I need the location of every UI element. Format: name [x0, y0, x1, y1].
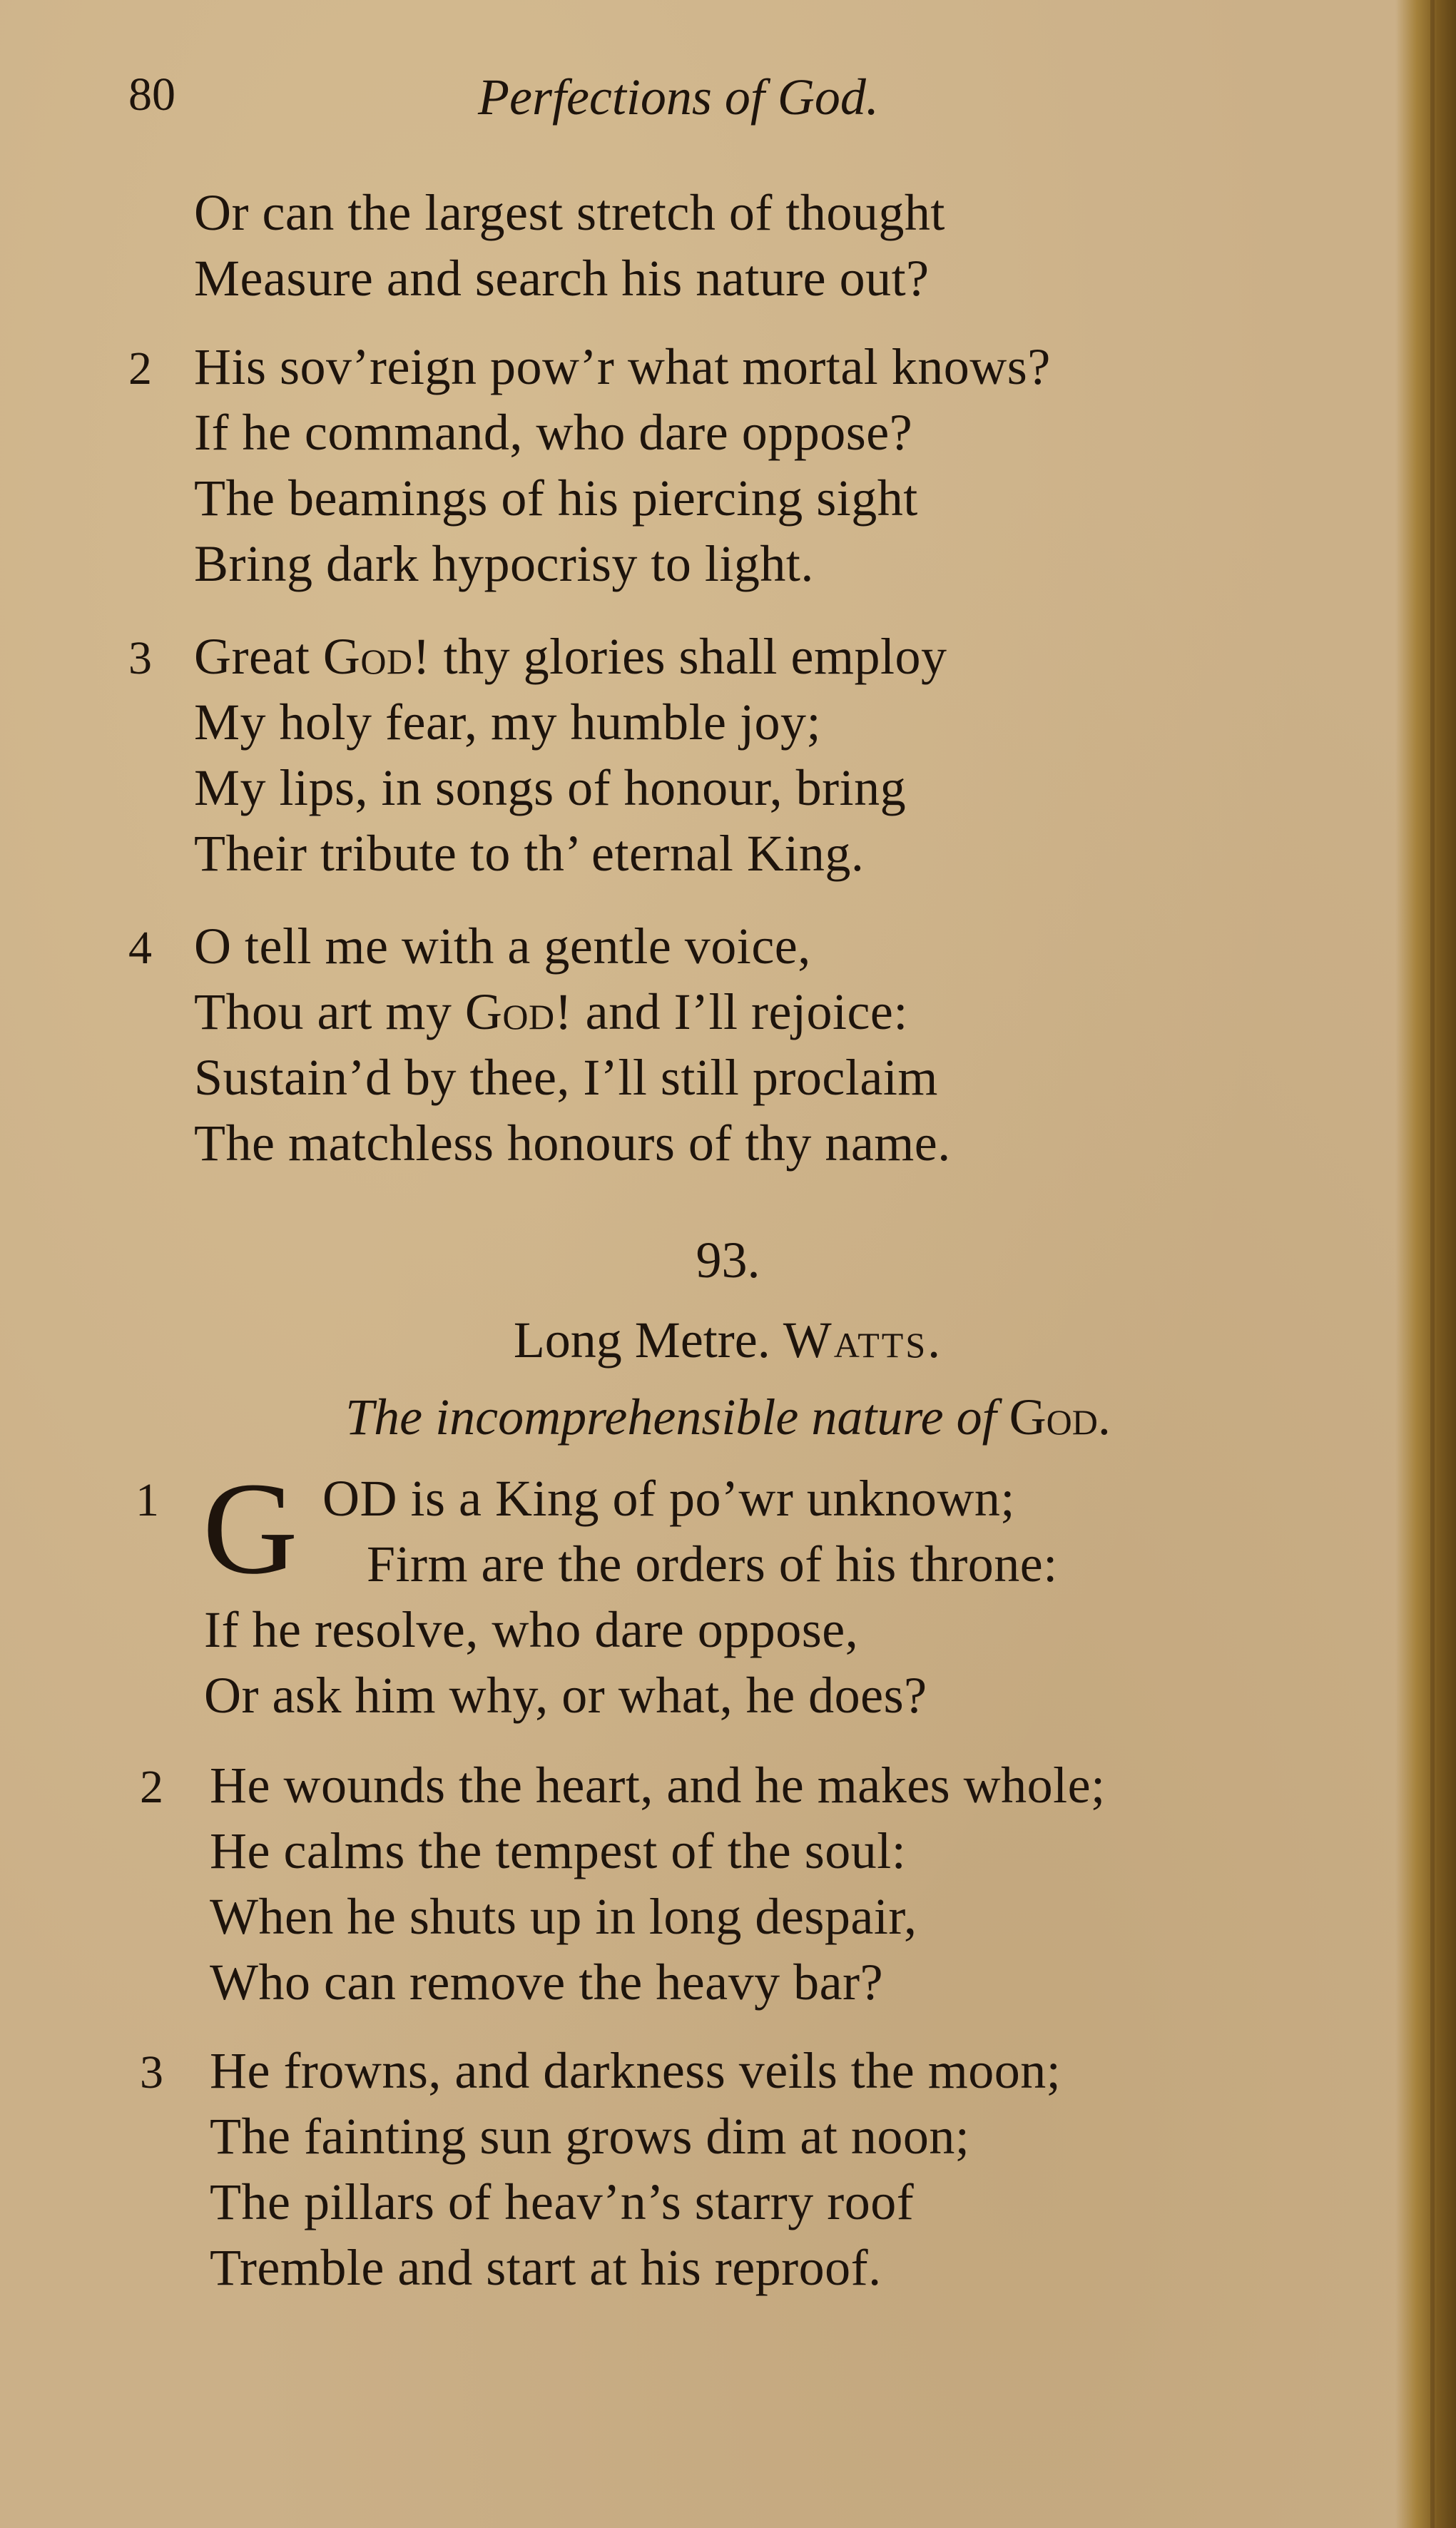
verse-number: 2: [128, 342, 152, 395]
verse-line: If he command, who dare oppose?: [194, 404, 913, 461]
drop-cap: G: [203, 1456, 298, 1602]
verse-line: He wounds the heart, and he makes whole;: [210, 1757, 1106, 1814]
verse-line: Firm are the orders of his throne:: [367, 1535, 1058, 1593]
verse-number: 3: [128, 632, 152, 684]
verse-line: My lips, in songs of honour, bring: [194, 759, 907, 816]
verse-line: O tell me with a gentle voice,: [194, 918, 811, 975]
verse-line: Tremble and start at his reproof.: [210, 2239, 882, 2296]
verse-number: 4: [128, 922, 152, 974]
verse-line: He calms the tempest of the soul:: [210, 1822, 907, 1879]
verse-line: Or ask him why, or what, he does?: [204, 1667, 927, 1724]
verse-number: 2: [140, 1761, 163, 1813]
text-run: Thou art my: [194, 983, 465, 1040]
verse-line: His sov’reign pow’r what mortal knows?: [194, 338, 1051, 395]
verse-line: When he shuts up in long despair,: [210, 1888, 917, 1945]
page-number: 80: [128, 68, 175, 121]
verse-line: [194, 983, 908, 1040]
divine-name: God: [464, 983, 555, 1040]
verse-number: 3: [140, 2046, 163, 2098]
hymn-metre: [0, 1311, 1456, 1369]
verse-line: He frowns, and darkness veils the moon;: [210, 2042, 1062, 2099]
verse-line: If he resolve, who dare oppose,: [204, 1601, 859, 1658]
divine-name: God: [322, 628, 413, 685]
hymn-subject: [0, 1389, 1456, 1446]
subject-text: The incomprehensible nature of: [345, 1389, 1009, 1446]
verse-line: [194, 628, 947, 685]
hymn-author: Watts.: [783, 1311, 943, 1369]
text-run: ! thy glories shall employ: [412, 628, 947, 685]
divine-name: God.: [1009, 1389, 1111, 1446]
verse-line: The beamings of his piercing sight: [194, 469, 918, 527]
verse-number: 1: [136, 1474, 159, 1526]
verse-line: Who can remove the heavy bar?: [210, 1954, 884, 2011]
verse-line: OD is a King of po’wr unknown;: [322, 1470, 1015, 1527]
verse-line: The pillars of heav’n’s starry roof: [210, 2173, 915, 2230]
verse-line: The matchless honours of thy name.: [194, 1115, 951, 1172]
hymn-number: 93.: [696, 1232, 760, 1289]
verse-line: Or can the largest stretch of thought: [194, 184, 945, 241]
verse-line: Their tribute to th’ eternal King.: [194, 825, 865, 882]
verse-line: Bring dark hypocrisy to light.: [194, 535, 814, 592]
verse-line: Sustain’d by thee, I’ll still proclaim: [194, 1049, 938, 1106]
running-title: Perfections of God.: [478, 68, 879, 126]
text-run: Great: [194, 628, 323, 685]
metre-label: Long Metre.: [513, 1311, 783, 1369]
text-run: ! and I’ll rejoice:: [554, 983, 908, 1040]
verse-line: My holy fear, my humble joy;: [194, 694, 821, 751]
verse-line: The fainting sun grows dim at noon;: [210, 2108, 970, 2165]
verse-line: Measure and search his nature out?: [194, 250, 930, 307]
